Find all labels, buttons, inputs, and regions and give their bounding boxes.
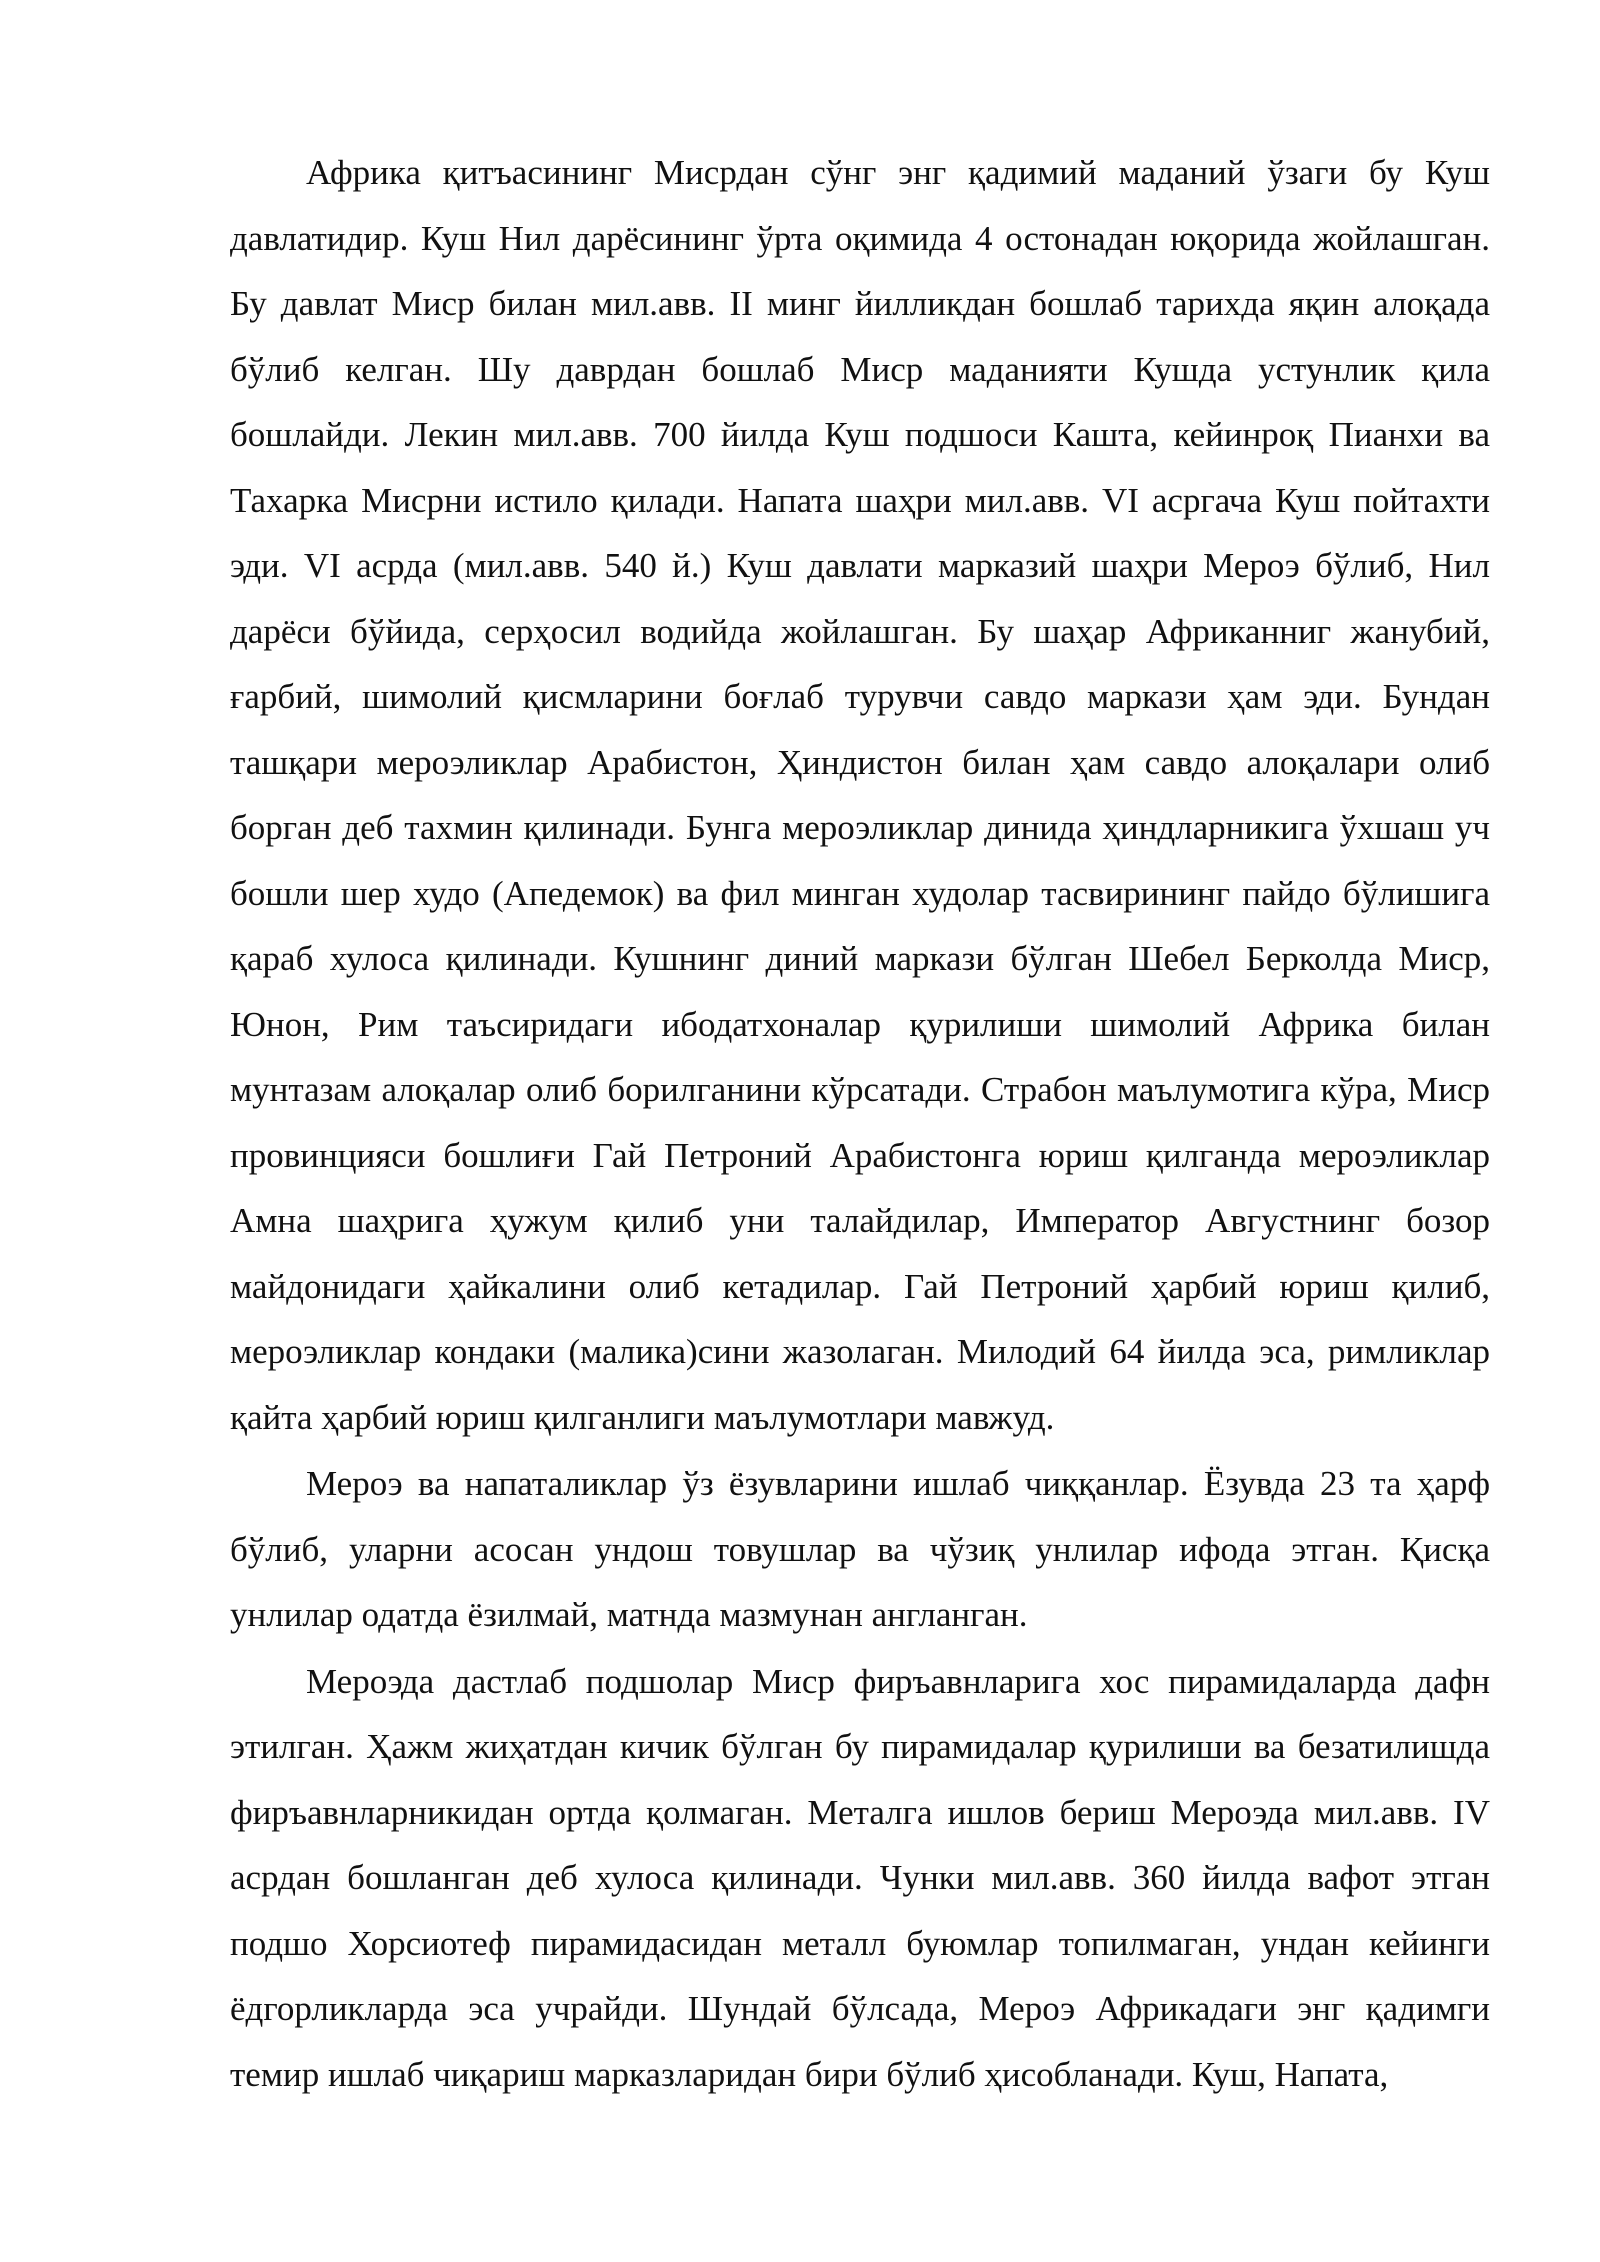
paragraph-meroitic-script: Мероэ ва напаталиклар ўз ёзувларини ишлаб чиққанлар. Ёзувда 23 та ҳарф бўлиб, уларни асосан ундош товушлар ва чўзиқ унлилар ифода этган. Қисқа унлилар одатда ёзилмай, матнда мазмунан англанган. — [230, 1464, 1490, 1634]
paragraph-kush-state: Африка қитъасининг Мисрдан сўнг энг қадимий маданий ўзаги бу Куш давлатидир. Куш Нил дарёсининг ўрта оқимида 4 остонадан юқорида жойлашган. Бу давлат Миср билан мил.авв. II минг йилликдан бошлаб тарихда яқин алоқада бўлиб келган. Шу даврдан бошлаб Миср маданияти Кушда устунлик қила бошлайди. Лекин мил.авв. 700 йилда Куш подшоси Кашта, кейинроқ Пианхи ва Тахарка Мисрни истило қилади. Напата шаҳри мил.авв. VI асргача Куш пойтахти эди. VI асрда (мил.авв. 540 й.) Куш давлати марказий шаҳри Мероэ бўлиб, Нил дарёси бўйида, серҳосил водийда жойлашган. Бу шаҳар Африканниг жанубий, ғарбий, шимолий қисмларини боғлаб турувчи савдо маркази ҳам эди. Бундан ташқари мероэликлар Арабистон, Ҳиндистон билан ҳам савдо алоқалари олиб борган деб тахмин қилинади. Бунга мероэликлар динида ҳиндларникига ўхшаш уч бошли шер худо (Апедемок) ва фил минган худолар тасвирининг пайдо бўлишига қараб хулоса қилинади. Кушнинг диний маркази бўлган Шебел Берколда Миср, Юнон, Рим таъсиридаги ибодатхоналар қурилиши шимолий Африка билан мунтазам алоқалар олиб борилганини кўрсатади. Страбон маълумотига кўра, Миср провинцияси бошлиғи Гай Петроний Арабистонга юриш қилганда мероэликлар Амна шаҳрига ҳужум қилиб уни талайдилар, Император Августнинг бозор майдонидаги ҳайкалини олиб кетадилар. Гай Петроний ҳарбий юриш қилиб, мероэликлар кондаки (малика)сини жазолаган. Милодий 64 йилда эса, римликлар қайта ҳарбий юриш қилганлиги маълумотлари мавжуд. — [230, 153, 1490, 1437]
paragraph-meroe-pyramids: Мероэда дастлаб подшолар Миср фиръавнларига хос пирамидаларда дафн этилган. Ҳажм жиҳатдан кичик бўлган бу пирамидалар қурилиши ва безатилишда фиръавнларникидан ортда қолмаган. Металга ишлов бериш Мероэда мил.авв. IV асрдан бошланган деб хулоса қилинади. Чунки мил.авв. 360 йилда вафот этган подшо Хорсиотеф пирамидасидан металл буюмлар топилмаган, ундан кейинги ёдгорликларда эса учрайди. Шундай бўлсада, Мероэ Африкадаги энг қадимги темир ишлаб чиқариш марказларидан бири бўлиб ҳисобланади. Куш, Напата, — [230, 1661, 1490, 2094]
document-page — [230, 140, 1490, 2108]
